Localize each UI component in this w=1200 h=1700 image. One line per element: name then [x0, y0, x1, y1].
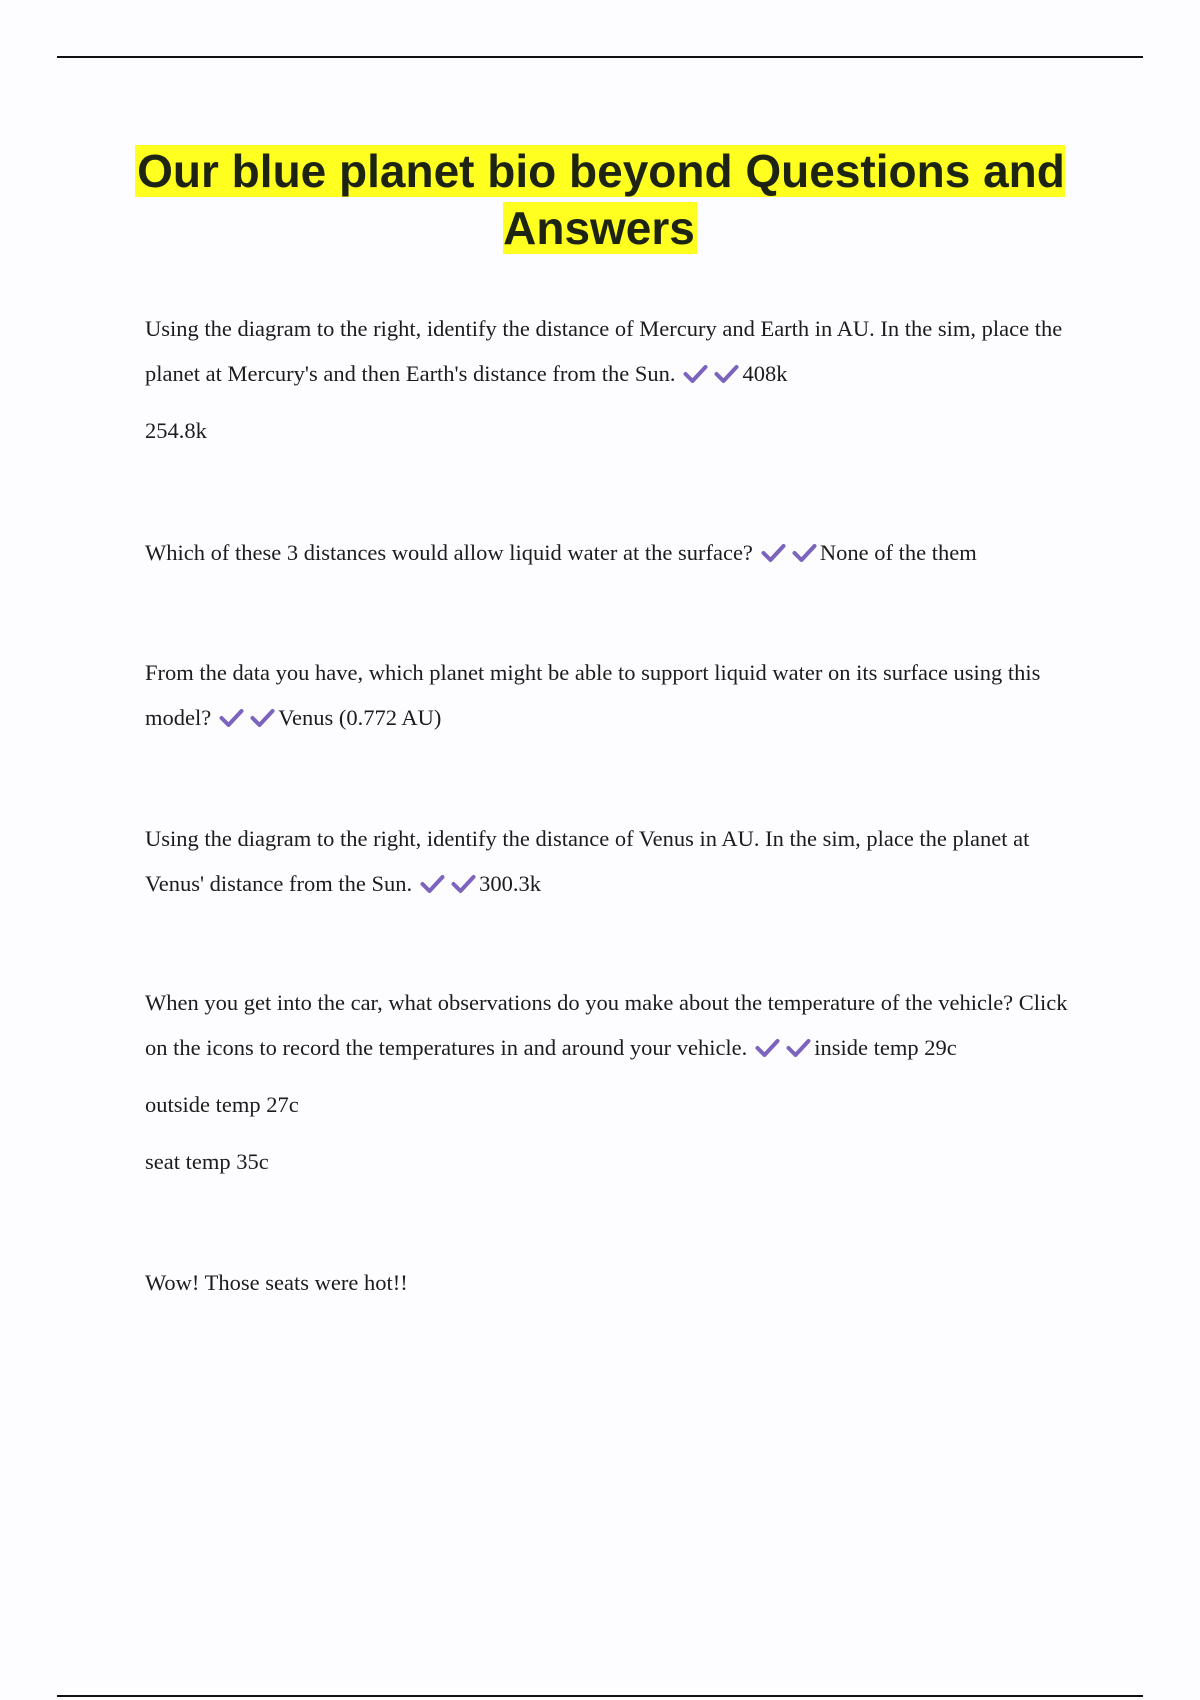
answer-extra: outside temp 27c: [145, 1092, 299, 1117]
answer-4: 300.3k: [479, 871, 542, 896]
check-icon: [250, 708, 275, 728]
qa-item-2: [145, 530, 1090, 575]
question-text: [145, 306, 1090, 396]
question-4: Using the diagram to the right, identify the distance of Venus in AU. In the sim, place the planet at Venus' distance from the Sun.: [145, 826, 1030, 896]
question-text: [145, 650, 1090, 740]
answer-5: inside temp 29c: [814, 1035, 957, 1060]
check-icon: [761, 543, 786, 563]
qa-item-1: [145, 306, 1090, 453]
qa-item-5: [145, 980, 1090, 1184]
check-icon: [683, 364, 708, 384]
question-text: [145, 980, 1090, 1070]
check-icon: [219, 708, 244, 728]
qa-item-3: [145, 650, 1090, 740]
check-icon: [792, 543, 817, 563]
question-text: [145, 816, 1090, 906]
question-5: When you get into the car, what observations do you make about the temperature of the vehicle? Click on the icons to record the temperatures in and around your vehicle.: [145, 990, 1068, 1060]
question-3: From the data you have, which planet might be able to support liquid water on its surface using this model?: [145, 660, 1041, 730]
closing-text: Wow! Those seats were hot!!: [145, 1270, 408, 1295]
answer-2: None of the them: [819, 540, 977, 565]
page-title-text: Our blue planet bio beyond Questions and Answers: [137, 145, 1065, 254]
check-icon: [714, 364, 739, 384]
answer-extra: seat temp 35c: [145, 1149, 269, 1174]
check-icon: [786, 1038, 811, 1058]
question-1: Using the diagram to the right, identify the distance of Mercury and Earth in AU. In the sim, place the planet at Mercury's and then Earth's distance from the Sun.: [145, 316, 1063, 386]
qa-item-4: [145, 816, 1090, 906]
answer-extra: 254.8k: [145, 418, 207, 443]
answer-1: 408k: [742, 361, 788, 386]
check-icon: [420, 874, 445, 894]
question-text: [145, 530, 1090, 575]
check-icon: [451, 874, 476, 894]
check-icon: [755, 1038, 780, 1058]
bottom-rule: [57, 1695, 1143, 1697]
page-title: [100, 143, 1100, 257]
top-rule: [57, 56, 1143, 58]
question-2: Which of these 3 distances would allow liquid water at the surface?: [145, 540, 753, 565]
answer-3: Venus (0.772 AU): [278, 705, 442, 730]
